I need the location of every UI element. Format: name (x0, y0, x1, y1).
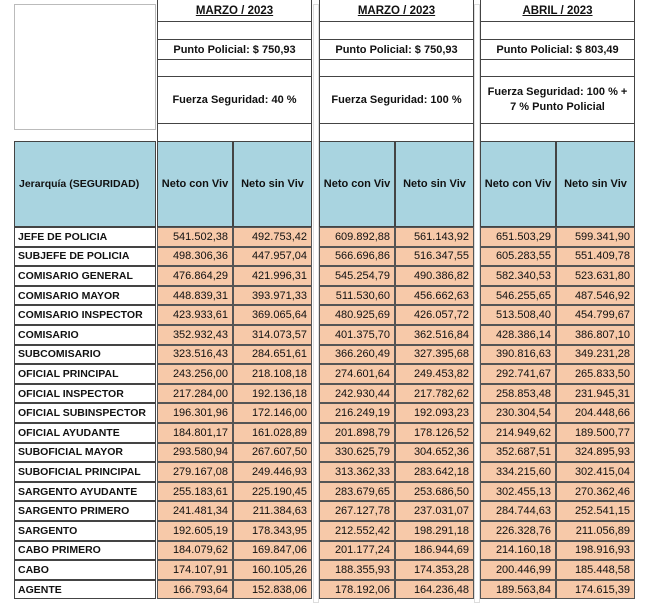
row-rank-label: COMISARIO INSPECTOR (14, 305, 156, 325)
table-cell: 201.898,79 (319, 423, 395, 443)
table-cell: 302.455,13 (480, 482, 556, 502)
period-spacer-1 (157, 22, 312, 39)
table-cell: 204.448,66 (556, 403, 635, 423)
table-cell: 188.355,93 (319, 560, 395, 580)
table-cell: 172.146,00 (233, 403, 312, 423)
table-cell: 487.546,92 (556, 286, 635, 306)
table-cell: 369.065,64 (233, 305, 312, 325)
table-cell: 566.696,86 (319, 247, 395, 267)
table-cell: 230.304,54 (480, 403, 556, 423)
col-header-neto-sin-viv-1: Neto sin Viv (233, 141, 312, 227)
table-cell: 253.686,50 (395, 482, 474, 502)
col-header-neto-sin-viv-2: Neto sin Viv (395, 141, 474, 227)
period-spacer3-3 (480, 124, 635, 141)
table-cell: 401.375,70 (319, 325, 395, 345)
table-cell: 192.093,23 (395, 403, 474, 423)
table-cell: 546.255,65 (480, 286, 556, 306)
table-cell: 274.601,64 (319, 364, 395, 384)
table-cell: 189.500,77 (556, 423, 635, 443)
table-cell: 185.448,58 (556, 560, 635, 580)
table-cell: 561.143,92 (395, 227, 474, 247)
table-cell: 492.753,42 (233, 227, 312, 247)
row-rank-label: CABO PRIMERO (14, 541, 156, 561)
row-rank-label: SARGENTO PRIMERO (14, 501, 156, 521)
table-cell: 211.384,63 (233, 501, 312, 521)
table-cell: 258.853,48 (480, 384, 556, 404)
period-spacer3-1 (157, 124, 312, 141)
table-cell: 304.652,36 (395, 443, 474, 463)
table-cell: 184.079,62 (157, 541, 233, 561)
table-cell: 178.343,95 (233, 521, 312, 541)
table-cell: 447.957,04 (233, 247, 312, 267)
period-spacer2-1 (157, 60, 312, 76)
period-spacer2-2 (319, 60, 474, 76)
table-cell: 152.838,06 (233, 580, 312, 600)
col-header-neto-con-viv-3: Neto con Viv (480, 141, 556, 227)
table-cell: 241.481,34 (157, 501, 233, 521)
table-cell: 426.057,72 (395, 305, 474, 325)
table-cell: 393.971,33 (233, 286, 312, 306)
period-spacer3-2 (319, 124, 474, 141)
blank-header-area (14, 4, 156, 130)
table-cell: 327.395,68 (395, 345, 474, 365)
table-cell: 186.944,69 (395, 541, 474, 561)
table-cell: 161.028,89 (233, 423, 312, 443)
period-spacer2-3 (480, 60, 635, 76)
row-rank-label: OFICIAL PRINCIPAL (14, 364, 156, 384)
table-cell: 448.839,31 (157, 286, 233, 306)
row-rank-label: COMISARIO (14, 325, 156, 345)
table-cell: 523.631,80 (556, 266, 635, 286)
period-punto-policial-2: Punto Policial: $ 750,93 (319, 39, 474, 60)
table-cell: 349.231,28 (556, 345, 635, 365)
row-rank-label: OFICIAL INSPECTOR (14, 384, 156, 404)
table-cell: 249.453,82 (395, 364, 474, 384)
table-cell: 265.833,50 (556, 364, 635, 384)
table-cell: 480.925,69 (319, 305, 395, 325)
table-cell: 302.415,04 (556, 462, 635, 482)
table-cell: 323.516,43 (157, 345, 233, 365)
row-rank-label: SARGENTO AYUDANTE (14, 482, 156, 502)
period-month-2: MARZO / 2023 (319, 0, 474, 22)
table-cell: 334.215,60 (480, 462, 556, 482)
table-cell: 324.895,93 (556, 443, 635, 463)
table-cell: 283.642,18 (395, 462, 474, 482)
table-cell: 211.056,89 (556, 521, 635, 541)
table-cell: 541.502,38 (157, 227, 233, 247)
period-month-3: ABRIL / 2023 (480, 0, 635, 22)
table-cell: 178.192,06 (319, 580, 395, 600)
table-cell: 252.541,15 (556, 501, 635, 521)
period-punto-policial-3: Punto Policial: $ 803,49 (480, 39, 635, 60)
row-rank-label: SUBOFICIAL MAYOR (14, 443, 156, 463)
table-cell: 243.256,00 (157, 364, 233, 384)
table-cell: 192.136,18 (233, 384, 312, 404)
table-cell: 218.108,18 (233, 364, 312, 384)
table-cell: 352.932,43 (157, 325, 233, 345)
table-cell: 198.916,93 (556, 541, 635, 561)
table-cell: 582.340,53 (480, 266, 556, 286)
row-rank-label: SARGENTO (14, 521, 156, 541)
table-cell: 214.949,62 (480, 423, 556, 443)
table-cell: 237.031,07 (395, 501, 474, 521)
period-punto-policial-1: Punto Policial: $ 750,93 (157, 39, 312, 60)
row-rank-label: COMISARIO MAYOR (14, 286, 156, 306)
row-rank-label: CABO (14, 560, 156, 580)
table-cell: 166.793,64 (157, 580, 233, 600)
period-fuerza-seguridad-2: Fuerza Seguridad: 100 % (319, 76, 474, 124)
table-cell: 362.516,84 (395, 325, 474, 345)
table-cell: 255.183,61 (157, 482, 233, 502)
col-header-neto-con-viv-1: Neto con Viv (157, 141, 233, 227)
table-cell: 217.782,62 (395, 384, 474, 404)
table-cell: 454.799,67 (556, 305, 635, 325)
table-cell: 169.847,06 (233, 541, 312, 561)
table-cell: 428.386,14 (480, 325, 556, 345)
table-cell: 330.625,79 (319, 443, 395, 463)
table-cell: 551.409,78 (556, 247, 635, 267)
table-cell: 283.679,65 (319, 482, 395, 502)
table-cell: 293.580,94 (157, 443, 233, 463)
table-cell: 174.107,91 (157, 560, 233, 580)
col-header-neto-sin-viv-3: Neto sin Viv (556, 141, 635, 227)
row-rank-label: SUBOFICIAL PRINCIPAL (14, 462, 156, 482)
period-fuerza-seguridad-1: Fuerza Seguridad: 40 % (157, 76, 312, 124)
table-cell: 201.177,24 (319, 541, 395, 561)
table-cell: 476.864,29 (157, 266, 233, 286)
rank-column-header: Jerarquía (SEGURIDAD) (14, 141, 156, 227)
table-cell: 284.651,61 (233, 345, 312, 365)
table-cell: 423.933,61 (157, 305, 233, 325)
table-cell: 366.260,49 (319, 345, 395, 365)
row-rank-label: SUBCOMISARIO (14, 345, 156, 365)
table-cell: 178.126,52 (395, 423, 474, 443)
table-cell: 352.687,51 (480, 443, 556, 463)
table-cell: 160.105,26 (233, 560, 312, 580)
table-cell: 267.607,50 (233, 443, 312, 463)
table-cell: 225.190,45 (233, 482, 312, 502)
table-cell: 609.892,88 (319, 227, 395, 247)
table-cell: 390.816,63 (480, 345, 556, 365)
row-rank-label: AGENTE (14, 580, 156, 600)
table-cell: 217.284,00 (157, 384, 233, 404)
table-cell: 174.353,28 (395, 560, 474, 580)
table-cell: 164.236,48 (395, 580, 474, 600)
table-cell: 216.249,19 (319, 403, 395, 423)
table-cell: 192.605,19 (157, 521, 233, 541)
table-cell: 545.254,79 (319, 266, 395, 286)
table-cell: 226.328,76 (480, 521, 556, 541)
row-rank-label: OFICIAL SUBINSPECTOR (14, 403, 156, 423)
period-month-1: MARZO / 2023 (157, 0, 312, 22)
table-cell: 212.552,42 (319, 521, 395, 541)
table-cell: 279.167,08 (157, 462, 233, 482)
table-cell: 189.563,84 (480, 580, 556, 600)
row-rank-label: SUBJEFE DE POLICIA (14, 247, 156, 267)
table-cell: 184.801,17 (157, 423, 233, 443)
table-cell: 456.662,63 (395, 286, 474, 306)
period-spacer-2 (319, 22, 474, 39)
table-cell: 174.615,39 (556, 580, 635, 600)
table-cell: 513.508,40 (480, 305, 556, 325)
table-cell: 196.301,96 (157, 403, 233, 423)
row-rank-label: COMISARIO GENERAL (14, 266, 156, 286)
table-cell: 498.306,36 (157, 247, 233, 267)
table-cell: 516.347,55 (395, 247, 474, 267)
period-fuerza-seguridad-3: Fuerza Seguridad: 100 % + 7 % Punto Policial (480, 76, 635, 124)
table-cell: 267.127,78 (319, 501, 395, 521)
table-cell: 249.446,93 (233, 462, 312, 482)
table-cell: 386.807,10 (556, 325, 635, 345)
table-cell: 270.362,46 (556, 482, 635, 502)
table-cell: 231.945,31 (556, 384, 635, 404)
row-rank-label: JEFE DE POLICIA (14, 227, 156, 247)
table-cell: 605.283,55 (480, 247, 556, 267)
col-header-neto-con-viv-2: Neto con Viv (319, 141, 395, 227)
table-cell: 599.341,90 (556, 227, 635, 247)
period-spacer-3 (480, 22, 635, 39)
row-rank-label: OFICIAL AYUDANTE (14, 423, 156, 443)
table-cell: 200.446,99 (480, 560, 556, 580)
table-cell: 511.530,60 (319, 286, 395, 306)
table-cell: 314.073,57 (233, 325, 312, 345)
table-cell: 490.386,82 (395, 266, 474, 286)
table-cell: 651.503,29 (480, 227, 556, 247)
table-cell: 242.930,44 (319, 384, 395, 404)
table-cell: 198.291,18 (395, 521, 474, 541)
table-cell: 421.996,31 (233, 266, 312, 286)
table-cell: 284.744,63 (480, 501, 556, 521)
table-cell: 313.362,33 (319, 462, 395, 482)
table-cell: 214.160,18 (480, 541, 556, 561)
table-cell: 292.741,67 (480, 364, 556, 384)
